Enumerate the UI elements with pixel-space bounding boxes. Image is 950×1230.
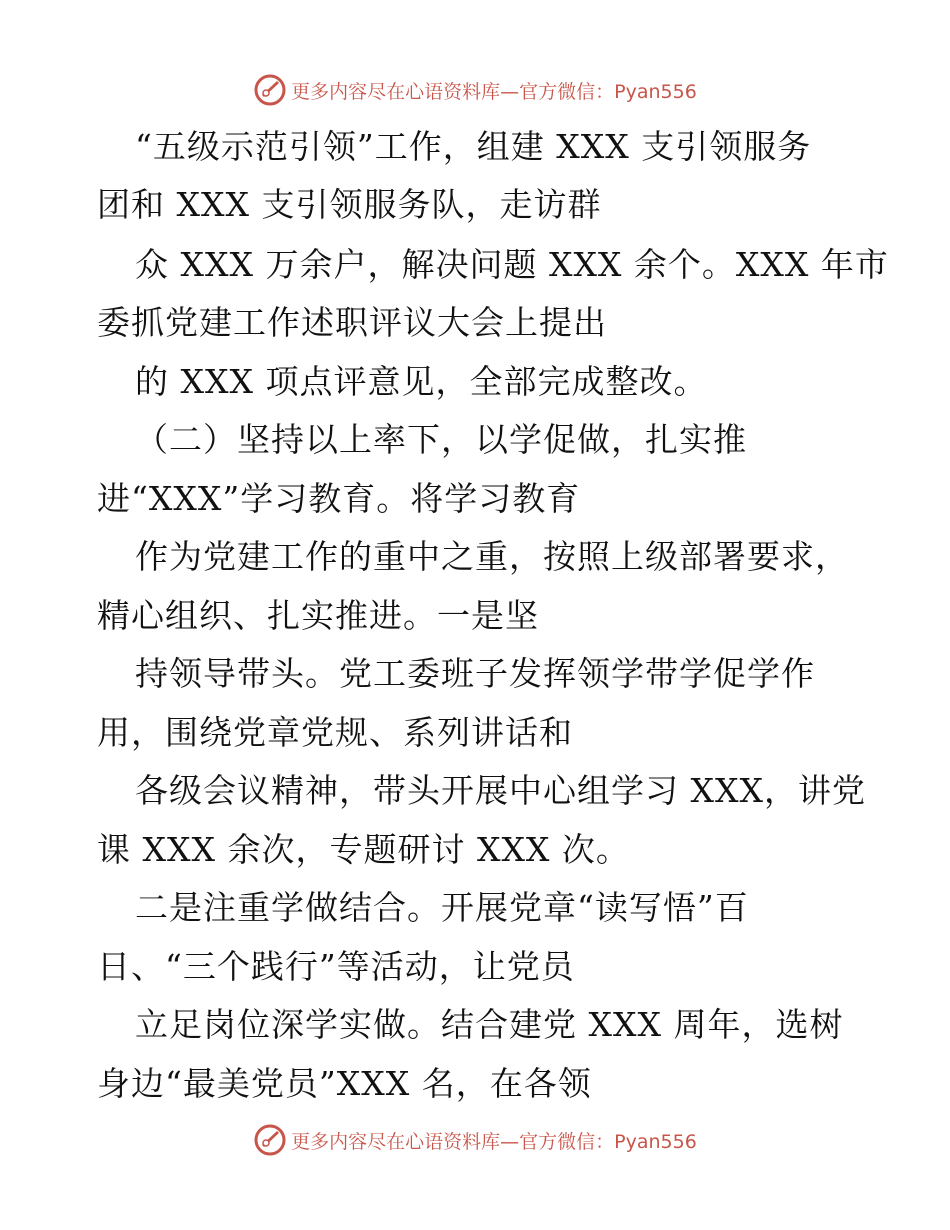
body-line: 身边“最美党员”XXX 名，在各领 [97,1064,592,1103]
header-watermark [0,72,950,108]
body-line: “五级示范引领”工作，组建 XXX 支引领服务 [135,127,812,166]
body-line: 进“XXX”学习教育。将学习教育 [97,479,581,518]
body-line: 作为党建工作的重中之重，按照上级部署要求， [135,537,849,576]
footer-watermark [0,1122,950,1158]
watermark-text: 更多内容尽在心语资料库—官方微信：Pyan556 [291,1130,697,1153]
body-line: 用，围绕党章党规、系列讲话和 [97,713,573,752]
seal-logo-icon [253,73,287,107]
body-line: 课 XXX 余次，专题研讨 XXX 次。 [97,830,630,869]
body-line: 日、“三个践行”等活动，让党员 [97,947,575,986]
seal-logo-icon [253,1123,287,1157]
body-line: 二是注重学做结合。开展党章“读写悟”百 [135,888,749,927]
body-line: 众 XXX 万余户，解决问题 XXX 余个。XXX 年市 [135,245,889,284]
body-line: 精心组织、扎实推进。一是坚 [97,596,539,635]
watermark-text: 更多内容尽在心语资料库—官方微信：Pyan556 [291,80,697,103]
body-line: 委抓党建工作述职评议大会上提出 [97,303,607,342]
body-line: 持领导带头。党工委班子发挥领学带学促学作 [135,654,815,693]
body-line: （二）坚持以上率下，以学促做，扎实推 [135,420,747,459]
body-line: 立足岗位深学实做。结合建党 XXX 周年，选树 [135,1005,844,1044]
body-line: 团和 XXX 支引领服务队，走访群 [97,185,602,224]
body-line: 的 XXX 项点评意见，全部完成整改。 [135,362,708,401]
body-line: 各级会议精神，带头开展中心组学习 XXX，讲党 [135,771,866,810]
